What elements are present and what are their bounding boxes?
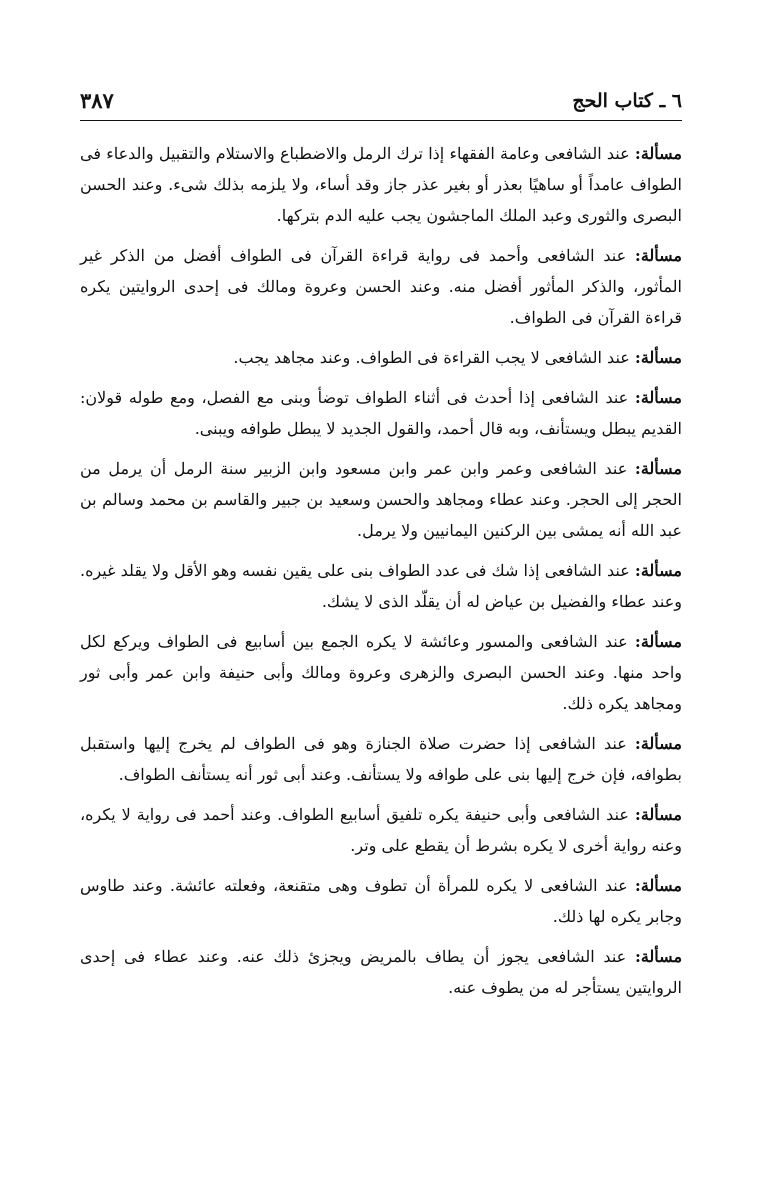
paragraph (80, 138, 682, 231)
masala-label: مسألة: (634, 246, 682, 265)
masala-label: مسألة: (634, 388, 682, 407)
masala-label: مسألة: (634, 947, 683, 966)
masala-label: مسألة: (634, 144, 682, 163)
paragraph (80, 382, 682, 444)
paragraph-text: عند الشافعى يجوز أن يطاف بالمريض ويجزئ ذلك عنه. وعند عطاء فى إحدى الروايتين يستأجر له من يطوف عنه. (80, 947, 682, 997)
running-header (80, 82, 682, 121)
masala-label: مسألة: (634, 734, 682, 753)
chapter-title: ٦ ـ كتاب الحج (572, 90, 682, 112)
paragraph-text: عند الشافعى وعمر وابن عمر وابن مسعود وابن الزبير سنة الرمل أن يرمل من الحجر إلى الحجر. وعند عطاء ومجاهد والحسن وسعيد بن جبير والقاسم بن محمد وسالم بن عبد الله أنه يمشى بين الركنين اليمانيين ولا يرمل. (80, 459, 682, 540)
paragraph-text: عند الشافعى لا يكره للمرأة أن تطوف وهى متقنعة، وفعلته عائشة. وعند طاوس وجابر يكره لها ذلك. (80, 876, 682, 926)
paragraph (80, 626, 682, 719)
masala-label: مسألة: (634, 459, 682, 478)
paragraph (80, 240, 682, 333)
body-text (80, 138, 682, 1012)
paragraph-text: عند الشافعى وعامة الفقهاء إذا ترك الرمل والاضطباع والاستلام والتقبيل والدعاء فى الطواف عامداً أو ساهيًا بعذر أو بغير عذر جاز وقد أساء، ولا يلزمه بذلك شىء. وعند الحسن البصرى والثورى وعبد الملك الماجشون يجب عليه الدم بتركها. (80, 144, 682, 225)
paragraph-text: عند الشافعى وأبى حنيفة يكره تلفيق أسابيع الطواف. وعند أحمد فى رواية لا يكره، وعنه رواية أخرى لا يكره بشرط أن يقطع على وتر. (80, 805, 682, 855)
paragraph-text: عند الشافعى إذا أحدث فى أثناء الطواف توضأ وبنى مع الفصل، ومع طوله قولان: القديم يبطل ويستأنف، وبه قال أحمد، والقول الجديد لا يبطل طوافه ويبنى. (80, 388, 682, 438)
paragraph (80, 453, 682, 546)
paragraph (80, 799, 682, 861)
paragraph-text: عند الشافعى لا يجب القراءة فى الطواف. وعند مجاهد يجب. (233, 348, 630, 367)
paragraph (80, 870, 682, 932)
paragraph (80, 342, 682, 373)
masala-label: مسألة: (634, 805, 682, 824)
masala-label: مسألة: (634, 561, 682, 580)
masala-label: مسألة: (634, 876, 682, 895)
paragraph-text: عند الشافعى والمسور وعائشة لا يكره الجمع بين أسابيع فى الطواف ويركع لكل واحد منها. وعند الحسن البصرى والزهرى وعروة ومالك وأبى حنيفة وابن عمر وأبى ثور ومجاهد يكره ذلك. (80, 632, 682, 713)
masala-label: مسألة: (634, 348, 682, 367)
paragraph (80, 941, 682, 1003)
paragraph (80, 728, 682, 790)
paragraph-text: عند الشافعى وأحمد فى رواية قراءة القرآن فى الطواف أفضل من الذكر غير المأثور، والذكر المأثور أفضل منه. وعند الحسن وعروة ومالك فى إحدى الروايتين يكره قراءة القرآن فى الطواف. (80, 246, 682, 327)
paragraph-text: عند الشافعى إذا حضرت صلاة الجنازة وهو فى الطواف لم يخرج إليها واستقبل بطوافه، فإن خرج إليها بنى على طوافه ولا يستأنف. وعند أبى ثور أنه يستأنف الطواف. (80, 734, 682, 784)
paragraph-text: عند الشافعى إذا شك فى عدد الطواف بنى على يقين نفسه وهو الأقل ولا يقلد غيره. وعند عطاء والفضيل بن عياض له أن يقلّد الذى لا يشك. (80, 561, 682, 611)
masala-label: مسألة: (634, 632, 682, 651)
paragraph (80, 555, 682, 617)
page-number: ٣٨٧ (80, 88, 114, 113)
